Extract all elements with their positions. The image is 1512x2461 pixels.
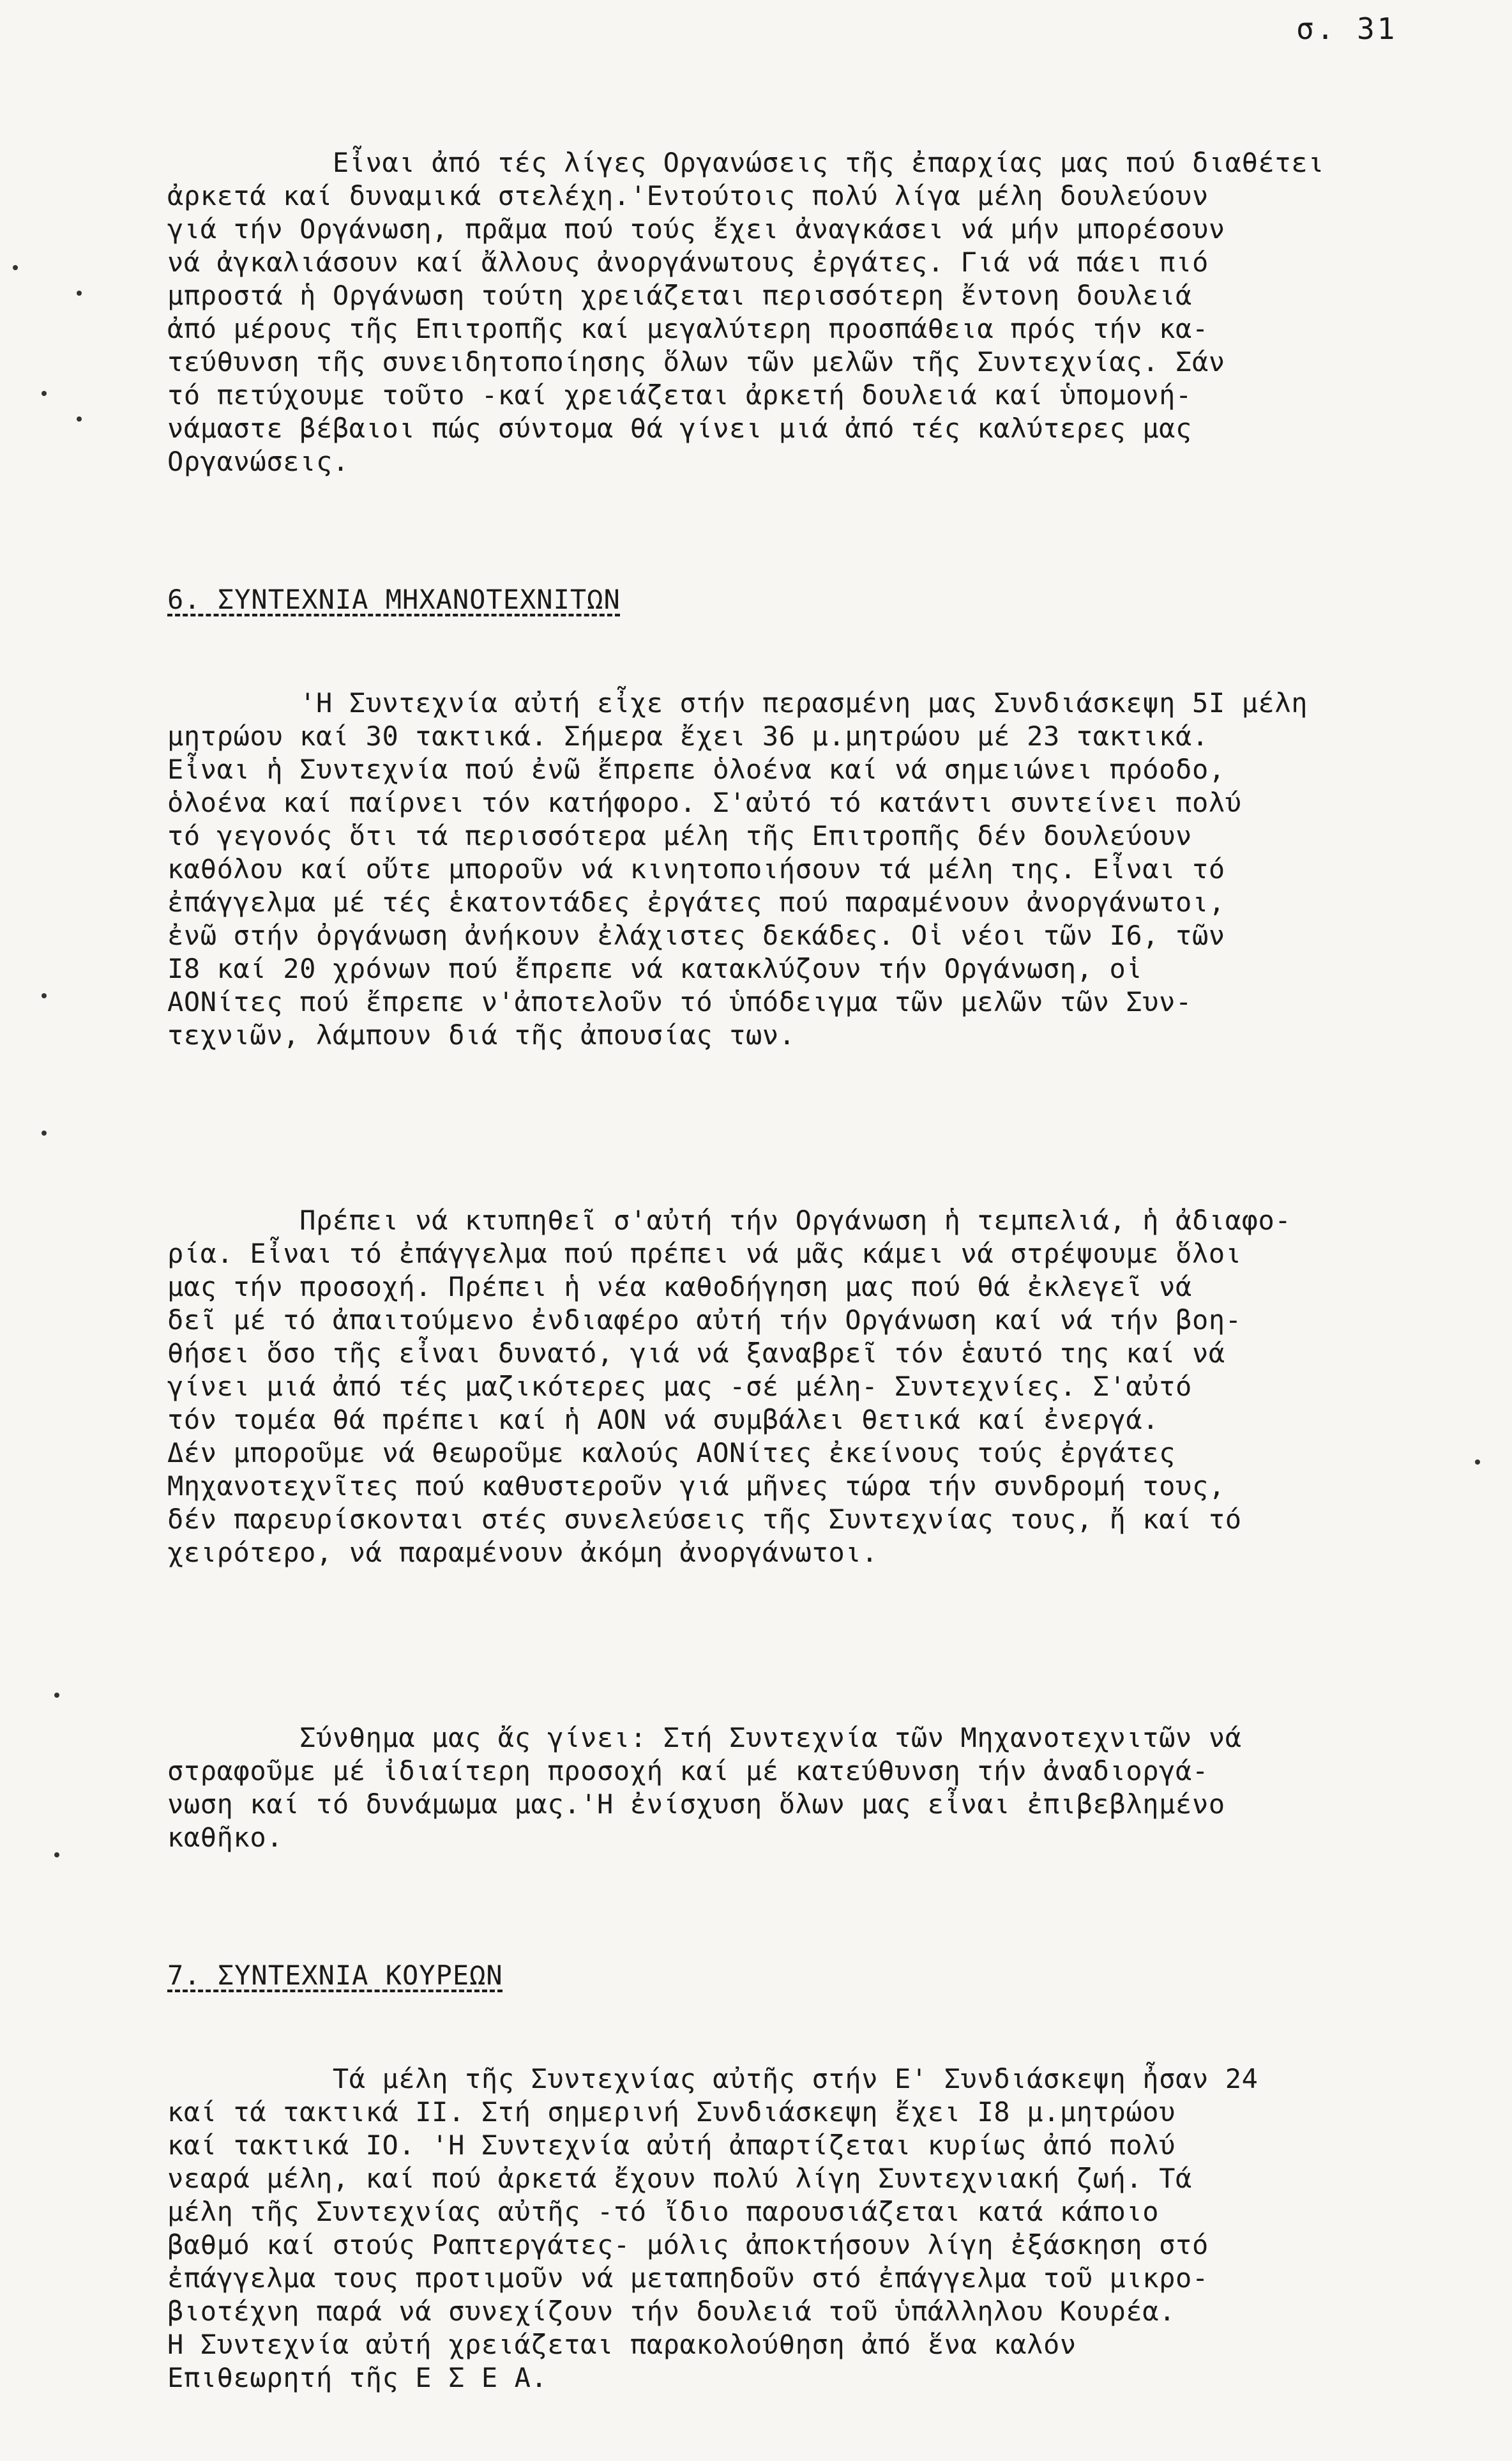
section-6-paragraph-3: Σύνθημα μας ἄς γίνει: Στή Συντεχνία τῶν Μηχανοτεχνιτῶν νά στραφοῦμε μέ ἰδιαίτερη προσοχή καί μέ κατεύθυνση τήν ἀναδιοργά- νωση καί τό δυνάμωμα μας.'Η ἐνίσχυση ὅλων μας εἶναι ἐπιβεβλημένο καθῆκο. [167, 1722, 1242, 1853]
section-6-paragraph-1: 'Η Συντεχνία αὐτή εἶχε στήν περασμένη μας Συνδιάσκεψη 5Ι μέλη μητρώου καί 30 τακτικά. Σήμερα ἔχει 36 μ.μητρώου μέ 23 τακτικά. Εἶναι ἡ Συντεχνία πού ἐνῶ ἔπρεπε ὁλοένα καί νά σημειώνει πρόοδο, ὁλοένα καί παίρνει τόν κατήφορο. Σ'αὐτό τό κατάντι συντείνει πολύ τό γεγονός ὅτι τά περισσότερα μέλη τῆς Επιτροπῆς δέν δουλεύουν καθόλου καί οὔτε μποροῦν νά κινητοποιήσουν τά μέλη της. Εἶναι τό ἐπάγγελμα μέ τές ἑκατοντάδες ἐργάτες πού παραμένουν ἀνοργάνωτοι, ἐνῶ στήν ὀργάνωση ἀνήκουν ἐλάχιστες δεκάδες. Οἱ νέοι τῶν Ι6, τῶν Ι8 καί 20 χρόνων πού ἔπρεπε νά κατακλύζουν τήν Οργάνωση, οἱ ΑΟΝίτες πού ἔπρεπε ν'ἀποτελοῦν τό ὑπόδειγμα τῶν μελῶν τῶν Συν- τεχνιῶν, λάμπουν διά τῆς ἀπουσίας των. [167, 687, 1308, 1051]
section-7-paragraph-1: Τά μέλη τῆς Συντεχνίας αὐτῆς στήν Ε' Συνδιάσκεψη ἦσαν 24 καί τά τακτικά ΙΙ. Στή σημερινή Συνδιάσκεψη ἔχει Ι8 μ.μητρώου καί τακτικά ΙΟ. 'Η Συντεχνία αὐτή ἀπαρτίζεται κυρίως ἀπό πολύ νεαρά μέλη, καί πού ἀρκετά ἔχουν πολύ λίγη Συντεχνιακή ζωή. Τά μέλη τῆς Συντεχνίας αὐτῆς -τό ἴδιο παρουσιάζεται κατά κάποιο βαθμό καί στούς Ραπτεργάτες- μόλις ἀποκτήσουν λίγη ἐξάσκηση στό ἐπάγγελμα τους προτιμοῦν νά μεταπηδοῦν στό ἐπάγγελμα τοῦ μικρο- βιοτέχνη παρά νά συνεχίζουν τήν δουλειά τοῦ ὑπάλληλου Κουρέα. Η Συντεχνία αὐτή χρειάζεται παρακολούθηση ἀπό ἕνα καλόν Επιθεωρητή τῆς Ε Σ Ε Α. [167, 2063, 1259, 2393]
scan-speck [77, 291, 82, 296]
page-number: σ. 31 [1296, 11, 1398, 46]
scan-speck [77, 416, 82, 422]
scan-speck [54, 1693, 59, 1698]
section-7-heading: 7. ΣΥΝΤΕΧΝΙΑ ΚΟΥΡΕΩΝ [167, 1960, 503, 1991]
section-6-heading: 6. ΣΥΝΤΕΧΝΙΑ ΜΗΧΑΝΟΤΕΧΝΙΤΩΝ [167, 584, 621, 615]
scan-speck [42, 993, 47, 998]
scan-speck [42, 1131, 47, 1136]
document-body [167, 80, 1444, 2461]
scan-speck [13, 265, 18, 270]
intro-paragraph: Εἶναι ἀπό τές λίγες Οργανώσεις τῆς ἐπαρχίας μας πού διαθέτει ἀρκετά καί δυναμικά στελέχη.'Εντούτοις πολύ λίγα μέλη δουλεύουν γιά τήν Οργάνωση, πρᾶμα πού τούς ἔχει ἀναγκάσει νά μήν μπορέσουν νά ἀγκαλιάσουν καί ἄλλους ἀνοργάνωτους ἐργάτες. Γιά νά πάει πιό μπροστά ἡ Οργάνωση τούτη χρειάζεται περισσότερη ἔντονη δουλειά ἀπό μέρους τῆς Επιτροπῆς καί μεγαλύτερη προσπάθεια πρός τήν κα- τεύθυνση τῆς συνειδητοποίησης ὅλων τῶν μελῶν τῆς Συντεχνίας. Σάν τό πετύχουμε τοῦτο -καί χρειάζεται ἀρκετή δουλειά καί ὑπομονή- νάμαστε βέβαιοι πώς σύντομα θά γίνει μιά ἀπό τές καλύτερες μας Οργανώσεις. [167, 147, 1325, 477]
scan-speck [42, 391, 47, 396]
section-6-paragraph-2: Πρέπει νά κτυπηθεῖ σ'αὐτή τήν Οργάνωση ἡ τεμπελιά, ἡ ἀδιαφο- ρία. Εἶναι τό ἐπάγγελμα πού πρέπει νά μᾶς κάμει νά στρέψουμε ὅλοι μας τήν προσοχή. Πρέπει ἡ νέα καθοδήγηση μας πού θά ἐκλεγεῖ νά δεῖ μέ τό ἀπαιτούμενο ἐνδιαφέρο αὐτή τήν Οργάνωση καί νά τήν βοη- θήσει ὅσο τῆς εἶναι δυνατό, γιά νά ξαναβρεῖ τόν ἑαυτό της καί νά γίνει μιά ἀπό τές μαζικότερες μας -σέ μέλη- Συντεχνίες. Σ'αὐτό τόν τομέα θά πρέπει καί ἡ ΑΟΝ νά συμβάλει θετικά καί ἐνεργά. Δέν μποροῦμε νά θεωροῦμε καλούς ΑΟΝίτες ἐκείνους τούς ἐργάτες Μηχανοτεχνῖτες πού καθυστεροῦν γιά μῆνες τώρα τήν συνδρομή τους, δέν παρευρίσκονται στές συνελεύσεις τῆς Συντεχνίας τους, ἤ καί τό χειρότερο, νά παραμένουν ἀκόμη ἀνοργάνωτοι. [167, 1205, 1292, 1568]
scan-speck [54, 1852, 59, 1857]
scan-speck [1475, 1459, 1480, 1465]
